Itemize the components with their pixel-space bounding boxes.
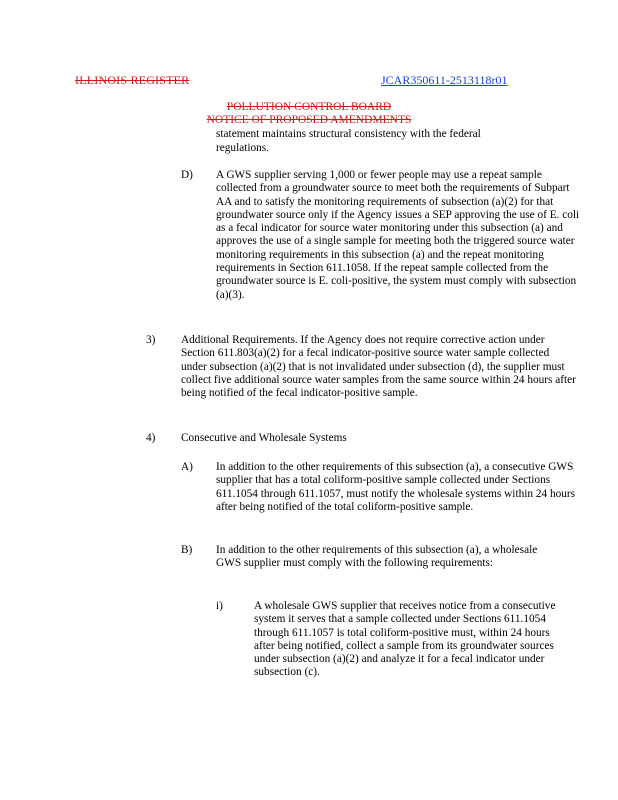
item-a-label: A)	[181, 461, 193, 473]
intro-line-1: statement maintains structural consistency with the federal	[216, 128, 481, 140]
item-d-label: D)	[181, 169, 193, 181]
item-d-text: A GWS supplier serving 1,000 or fewer people may use a repeat sample collected from a groundwater source to meet both the requirements of Subpart AA and to satisfy the monitoring requirements of subsection (a)(2) for that groundwater source only if the Agency issues a SEP approving the use of E. coli as a fecal indicator for source water monitoring under this subsection (a) and approves the use of a single sample for meeting both the triggered source water monitoring requirements in this subsection (a) and the repeat monitoring requirements in Section 611.1058. If the repeat sample collected from the groundwater source is E. coli-positive, the system must comply with subsection (a)(3).	[216, 169, 580, 301]
board-heading: POLLUTION CONTROL BOARD	[226, 101, 392, 113]
item-i-label: i)	[216, 600, 223, 612]
item-3-text: Additional Requirements. If the Agency does not require corrective action under Section 611.803(a)(2) for a fecal indicator-positive source water sample collected under subsection (a)(2) that is not invalidated under subsection (d), the supplier must collect five additional source water samples from the same source within 24 hours after being notified of the fecal indicator-positive sample.	[181, 334, 576, 400]
item-a-text: In addition to the other requirements of this subsection (a), a consecutive GWS supplier that has a total coliform-positive sample collected under Sections 611.1054 through 611.1057, must notify the wholesale systems within 24 hours after being notified of the total coliform-positive sample.	[216, 461, 576, 513]
item-4-title: Consecutive and Wholesale Systems	[181, 432, 347, 444]
item-i-text: A wholesale GWS supplier that receives notice from a consecutive system it serves that a sample collected under Sections 611.1054 through 611.1057 is total coliform-positive must, within 24 hours after being notified, collect a sample from its groundwater sources under subsection (a)(2) and analyze it for a fecal indicator under subsection (c).	[254, 600, 556, 679]
item-b-text: In addition to the other requirements of this subsection (a), a wholesale GWS supplier must comply with the following requirements:	[216, 544, 538, 570]
register-title: ILLINOIS REGISTER	[75, 73, 190, 87]
item-3-label: 3)	[146, 334, 156, 346]
item-4-label: 4)	[146, 432, 156, 444]
intro-line-2: regulations.	[216, 142, 270, 154]
notice-heading: NOTICE OF PROPOSED AMENDMENTS	[206, 114, 412, 126]
jcar-reference-link[interactable]: JCAR350611-2513118r01	[381, 73, 508, 87]
item-b-label: B)	[181, 544, 193, 556]
